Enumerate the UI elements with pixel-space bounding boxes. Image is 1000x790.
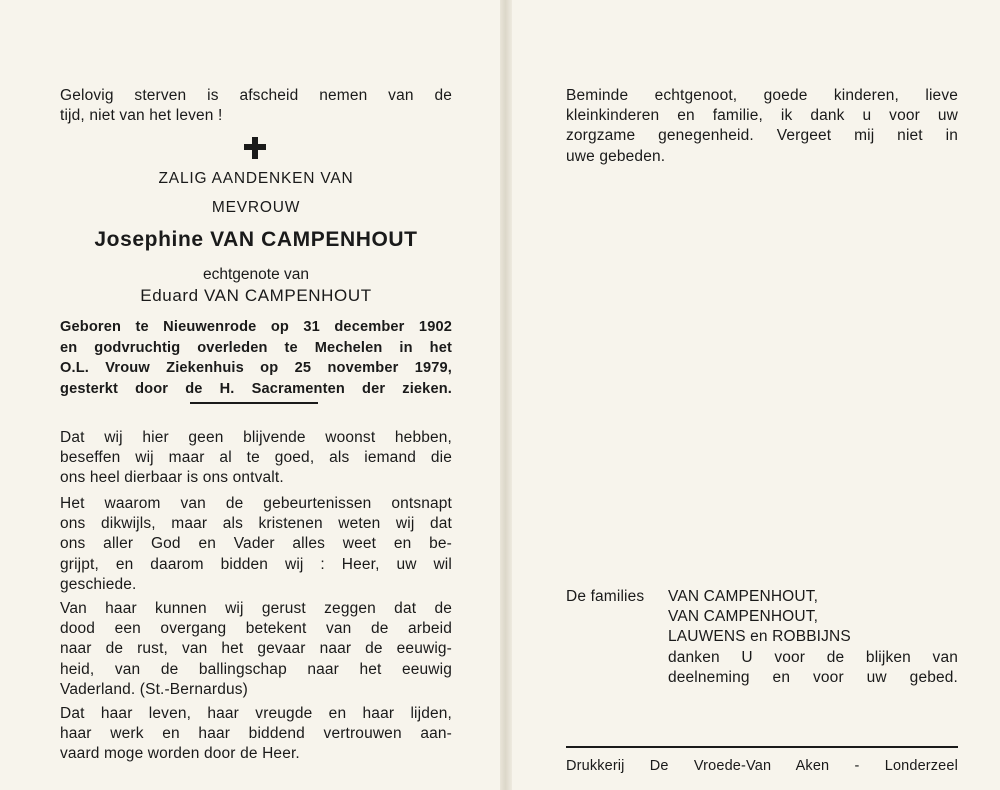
motto-line: Gelovig sterven is afscheid nemen van de xyxy=(60,87,452,104)
text-line: Van haar kunnen wij gerust zeggen dat de xyxy=(60,600,452,617)
paragraph-4 xyxy=(60,704,452,765)
text-line: Beminde echtgenoot, goede kinderen, lieve xyxy=(566,87,958,104)
printer-credit xyxy=(566,756,958,776)
right-panel xyxy=(512,0,1000,790)
text-line: ons aller God en Vader alles weet en be- xyxy=(60,535,452,553)
text-line: heid, van de ballingschap naar het eeuwig xyxy=(60,660,452,678)
text-line: beseffen wij maar al te goed, als iemand die xyxy=(60,449,452,467)
thanks-line: deelneming en voor uw gebed. xyxy=(668,668,958,686)
cross-icon xyxy=(244,137,266,159)
text-line: ons dikwijls, maar als kristenen weten wij dat xyxy=(60,515,452,533)
spouse-name: Eduard VAN CAMPENHOUT xyxy=(140,286,372,305)
text-line: zorgzame genegenheid. Vergeet mij niet in xyxy=(566,127,958,145)
text-line: dood een overgang betekent van de arbeid xyxy=(60,620,452,638)
bio-line: gesterkt door de H. Sacramenten der zieken. xyxy=(60,380,452,397)
family-name: VAN CAMPENHOUT, xyxy=(668,588,819,605)
paragraph-2 xyxy=(60,494,452,595)
printer-line: Drukkerij De Vroede-Van Aken - Londerzeel xyxy=(566,758,958,774)
farewell-message xyxy=(566,86,958,167)
deceased-name: Josephine VAN CAMPENHOUT xyxy=(94,228,418,251)
bio-line: en godvruchtig overleden te Mechelen in het xyxy=(60,339,452,356)
text-line: kleinkinderen en familie, ik dank u voor uw xyxy=(566,107,958,125)
text-line: geschiede. xyxy=(60,575,137,593)
text-line: Het waarom van de gebeurtenissen ontsnapt xyxy=(60,495,452,512)
text-line: haar werk en haar biddend vertrouwen aan- xyxy=(60,725,452,743)
text-line: grijpt, en daarom bidden wij : Heer, uw wil xyxy=(60,555,452,573)
card-fold xyxy=(500,0,512,790)
motto xyxy=(60,86,452,126)
thanks-line: danken U voor de blijken van xyxy=(668,648,958,666)
footer-divider xyxy=(566,746,958,748)
bio-line: Geboren te Nieuwenrode op 31 december 1902 xyxy=(60,319,452,335)
text-line: naar de rust, van het gevaar naar de eeuwig- xyxy=(60,640,452,658)
text-line: uwe gebeden. xyxy=(566,147,666,165)
paragraph-3 xyxy=(60,599,452,700)
family-name: VAN CAMPENHOUT, xyxy=(668,608,819,626)
text-line: Dat wij hier geen blijvende woonst hebben, xyxy=(60,429,452,446)
text-line: vaard moge worden door de Heer. xyxy=(60,745,300,763)
text-line: Vaderland. (St.-Bernardus) xyxy=(60,680,248,698)
paragraph-1 xyxy=(60,428,452,489)
motto-line: tijd, niet van het leven ! xyxy=(60,107,223,125)
text-line: Dat haar leven, haar vreugde en haar lijden, xyxy=(60,705,452,722)
families-intro: De families xyxy=(566,588,645,605)
biography xyxy=(60,317,452,399)
spouse-intro: echtgenote van xyxy=(202,266,309,283)
bio-line: O.L. Vrouw Ziekenhuis op 25 november 1979, xyxy=(60,360,452,376)
header-remembrance: ZALIG AANDENKEN VAN xyxy=(158,170,354,187)
header-title: MEVROUW xyxy=(211,199,301,216)
text-line: ons heel dierbaar is ons ontvalt. xyxy=(60,469,284,487)
family-name: LAUWENS en ROBBIJNS xyxy=(668,628,851,646)
divider xyxy=(190,402,318,404)
families-list xyxy=(668,587,968,688)
